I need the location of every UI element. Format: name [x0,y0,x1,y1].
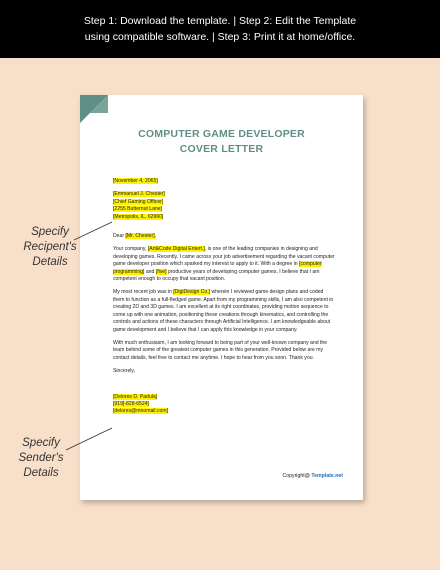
paragraph-3: With much enthusiasm, I am looking forward to being part of your well-known company and the team behind some of the greatest computer games in this generation. Provided below are my contact details, feel free to contact me anytime. I hope to hear from you soon. Thank you. [113,339,328,361]
sender-phone: [919]-828-6524] [113,400,149,407]
sender-callout-label: Specify Sender's Details [18,437,64,479]
salutation: Dear [Mr. Chester], [113,233,157,240]
document-title: COMPUTER GAME DEVELOPER [138,128,305,140]
copyright-footer: Copyright@ Template.net [282,473,343,479]
paragraph-1: Your company, [Art&Code Digital Entert.], is one of the leading companies in designing and developing games. Recently, I came across your job advertisement regarding the vacant computer game developer position which sparked my interest to apply to it. With a degree in [computer programming] and [five] productive years of developing computer games, I believe that I am competent enough to occupy that vacant position. [113,246,335,283]
salutation-name: [Mr. Chester] [125,233,155,240]
recipient-callout-label: Specify Recipent's Details [23,226,77,268]
sender-name: [Delores D. Padula] [113,393,158,400]
brand-link[interactable]: Template.net [311,473,343,479]
company-name: [Art&Code Digital Entert.] [147,246,205,253]
date-field: [November 4, 2065] [113,178,158,184]
years-field: [five] [155,268,167,275]
instructions-banner [0,0,440,58]
document-subtitle: COVER LETTER [179,143,264,155]
degree-field: [computer programming] [113,261,322,275]
recipient-title: [Chief Gaming Officer] [113,198,164,205]
sender-email: [delores@mnomail.com] [113,408,168,415]
instructions-line-2: using compatible software. | Step 3: Print it at home/office. [84,31,356,43]
recipient-name: [Emmanuel J. Chester] [113,191,165,198]
previous-employer: [DigiDesign Co.] [173,289,211,296]
recipient-city: [Metropolis, IL, 62960] [113,213,164,220]
letter-preview-page [80,95,363,500]
instructions-line-1: Step 1: Download the template. | Step 2: Edit the Template [83,15,357,27]
letter-body [113,178,335,416]
closing: Sincerely, [113,368,135,375]
paragraph-2: My most recent job was in [DigiDesign Co.] wherein I reviewed game design plans and coded them to function as a full-fledged game. Apart from my programming skills, I am also competent in creating 2D and 3D games. I am excellent at its right coordinates, providing motion sequence to come up with one animation, positioning these creations through kinematics, and controlling the controls and actions of these characters through Artificial Intelligence. I am knowledgeable about game development and I believe that I can apply this knowledge in your company. [113,289,334,333]
recipient-street: [2255 Butternut Lane] [113,206,162,213]
